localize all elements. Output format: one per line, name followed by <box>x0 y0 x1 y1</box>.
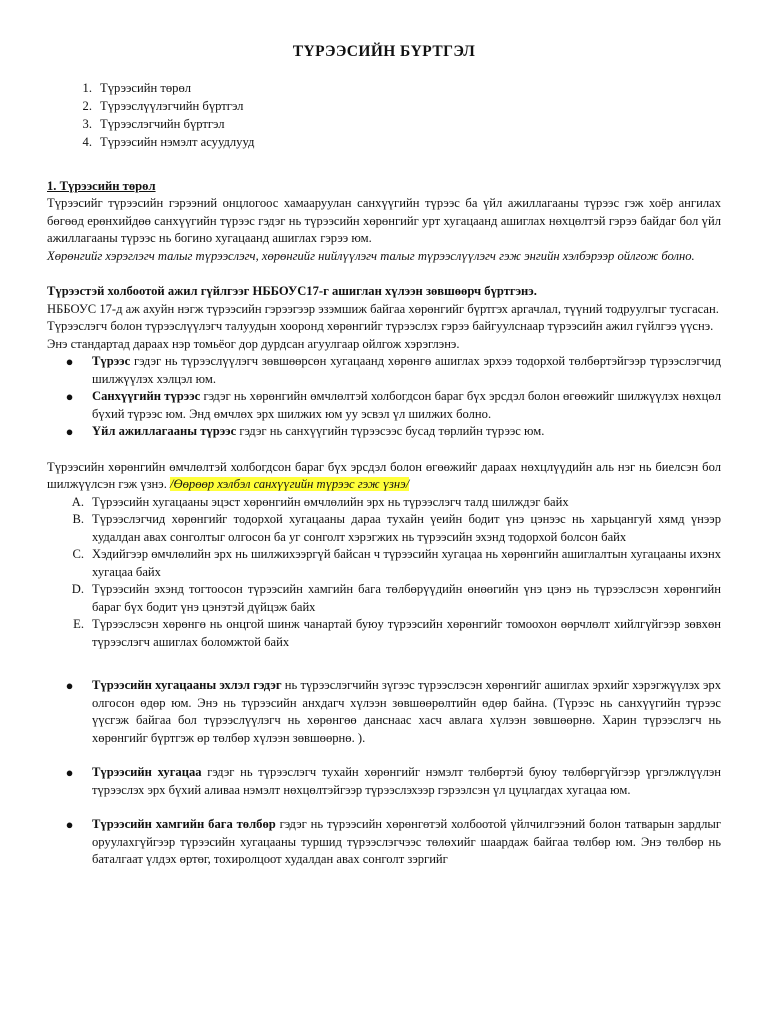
term: Санхүүгийн түрээс <box>92 389 201 403</box>
list-item: ● Санхүүгийн түрээс гэдэг нь хөрөнгийн өмчлөлтэй холбогдсон бараг бүх эрсдэл болон өгөөжийг шилжүүлэх нөхцөл бүхий түрээс юм. Энд өмчлөх эрх шилжих юм уу эсвэл үл шилжих болно. <box>47 388 721 423</box>
conditions-list <box>47 494 721 652</box>
list-item: ● Үйл ажиллагааны түрээс гэдэг нь санхүүгийн түрээсээс бусад төрлийн түрээс юм. <box>47 423 721 441</box>
toc-item-label: Түрээслэгчийн бүртгэл <box>100 116 225 131</box>
bullet-icon: ● <box>65 765 74 780</box>
toc-item-label: Түрээсийн нэмэлт асуудлууд <box>100 134 255 149</box>
list-item: D. Түрээсийн эхэнд тогтоосон түрээсийн хамгийн бага төлбөрүүдийн өнөөгийн үнэ цэнэ нь түрээслэсэн хөрөнгийн бараг бүх бодит үнэ цэнэтэй дүйцэж байх <box>71 582 721 614</box>
term: Түрээс <box>92 354 131 368</box>
list-item: A. Түрээсийн хугацааны эцэст хөрөнгийн өмчлөлийн эрх нь түрээслэгч талд шилждэг байх <box>71 494 569 509</box>
list-item: ● Түрээс гэдэг нь түрээслүүлэгч зөвшөөрсөн хугацаанд хөрөнгө ашиглах эрхээ тодорхой төлбөртэйгээр түрээслэгчид шилжүүлэх хэлцэл юм. <box>47 353 721 388</box>
paragraph: Түрээсийг түрээсийн гэрээний онцлогоос хамааруулан санхүүгийн түрээс ба үйл ажиллагааны түрээс гэж хоёр ангилах бөгөөд ерөнхийдөө санхүүгийн түрээс гэдэг нь түрээсийн хөрөнгийг урт хугацаанд ашиглах нөхцөлтэй гэрээ байдаг бол үйл ажиллагааны түрээс нь богино хугацаанд ашиглах гэрээ юм. <box>47 196 721 245</box>
list-item: ● Түрээсийн хугацаа гэдэг нь түрээслэгч тухайн хөрөнгийг нэмэлт төлбөртэй буюу төлбөргүйгээр үргэлжлүүлэн түрээслэх эрх бүхий аливаа нэмэлт нөхцөлтэйгээр түрээслэхээр гэрээлсэн үл цуцлагдах хугацаа юм. <box>47 764 721 799</box>
highlighted-text: /Өөрөөр хэлбэл санхүүгийн түрээс гэж үзнэ/ <box>170 477 410 491</box>
bold-heading: Түрээстэй холбоотой ажил гүйлгээг НББОУС17-г ашиглан хүлээн зөвшөөрч бүртгэнэ. <box>47 284 537 298</box>
document-page <box>47 38 721 869</box>
list-item: E. Түрээслэсэн хөрөнгө нь онцгой шинж чанартай буюу түрээсийн хөрөнгийг томоохон өөрчлөлт хийлгүйгээр зөвхөн түрээслэгч ашиглах боломжтой байх <box>73 617 721 649</box>
list-item: C. Хэдийгээр өмчлөлийн эрх нь шилжихээргүй байсан ч түрээсийн хугацаа нь хөрөнгийн ашиглалтын хугацааны ихэнх хугацаа байх <box>72 547 721 579</box>
document-title: ТҮРЭЭСИЙН БҮРТГЭЛ <box>292 43 476 60</box>
toc-item: 2. Түрээслүүлэгчийн бүртгэл <box>47 98 721 116</box>
section-heading: 1. Түрээсийн төрөл <box>47 178 156 193</box>
toc-item-label: Түрээсийн төрөл <box>100 80 192 95</box>
bullet-icon: ● <box>65 678 74 693</box>
term: Түрээсийн хамгийн бага төлбөр <box>92 817 276 831</box>
bullet-icon: ● <box>65 424 74 439</box>
list-item: ● Түрээсийн хамгийн бага төлбөр гэдэг нь түрээсийн хөрөнгөтэй холбоотой үйлчилгээний болон татварын зардлыг оруулахгүйгээр түрээсийн хугацааны туршид түрээслэгчээс төлөхийг шаардаж байгаа төлбөр юм. Энэ төлбөр нь баталгаат үлдэх өртөг, тохиролцоот худалдан авах сонголт зэргийг <box>47 816 721 869</box>
bullet-icon: ● <box>65 389 74 404</box>
paragraph: Түрээслэгч болон түрээслүүлэгч талуудын хооронд хөрөнгийг түрээслэх гэрээ байгуулснаар түрээсийн ажил гүйлгээ үүснэ. <box>47 319 714 333</box>
toc-item: 3. Түрээслэгчийн бүртгэл <box>47 116 721 134</box>
list-item: B. Түрээслэгчид хөрөнгийг тодорхой хугацааны дараа тухайн үеийн бодит үнэ цэнээс нь харьцангуй хямд үнээр худалдан авах сонголтыг олгосон ба уг сонголт хэрэгжих нь түрээсийн эхэнд тодорхой болсон байх <box>72 512 721 544</box>
term: Түрээсийн хугацааны эхлэл гэдэг <box>92 678 282 692</box>
bullet-icon: ● <box>65 354 74 369</box>
toc-item: 1. Түрээсийн төрөл <box>47 80 721 98</box>
italic-paragraph: Хөрөнгийг хэрэглэгч талыг түрээслэгч, хөрөнгийг нийлүүлэгч талыг түрээслүүлэгч гэж энгийн хэлбэрээр ойлгож болно. <box>47 248 695 263</box>
definitions-list <box>47 353 721 441</box>
terms-list <box>47 677 721 869</box>
term: Үйл ажиллагааны түрээс <box>92 424 237 438</box>
term: Түрээсийн хугацаа <box>92 765 202 779</box>
table-of-contents <box>47 80 721 152</box>
toc-item: 4. Түрээсийн нэмэлт асуудлууд <box>47 134 721 152</box>
paragraph: Түрээсийн хөрөнгийн өмчлөлтэй холбогдсон бараг бүх эрсдэл болон өгөөжийг дараах нөхцлүүдийн аль нэг нь биелсэн бол шилжүүлсэн гэж үзнэ. /Өөрөөр хэлбэл санхүүгийн түрээс гэж үзнэ/ <box>47 459 721 491</box>
list-item: ● Түрээсийн хугацааны эхлэл гэдэг нь түрээслэгчийн зүгээс түрээслэсэн хөрөнгийг ашиглах эрхийг хэрэгжүүлэх эрх олгосон өдөр юм. Энэ нь түрээсийн анхдагч хүлээн зөвшөөрөлтийн өдөр байна. (Түрээс нь санхүүгийн түрээс үүсгэж байгаа бол түрээслүүлэгч нь хөрөнгөө данснаас хасч авлага хүлээн зөвшөөрнө. Харин түрээслэгч нь хөрөнгийг бүртгэж өр төлбөр хүлээн зөвшөөрнө. ). <box>47 677 721 747</box>
toc-item-label: Түрээслүүлэгчийн бүртгэл <box>100 98 244 113</box>
paragraph: НББОУС 17-д аж ахуйн нэгж түрээсийн гэрээгээр эзэмшиж байгаа хөрөнгийг бүртгэх аргачлал, түүний тодруулгыг тусгасан. <box>47 301 719 316</box>
paragraph: Энэ стандартад дараах нэр томьёог дор дурдсан агуулгаар ойлгож хэрэглэнэ. <box>47 336 460 351</box>
bullet-icon: ● <box>65 817 74 832</box>
